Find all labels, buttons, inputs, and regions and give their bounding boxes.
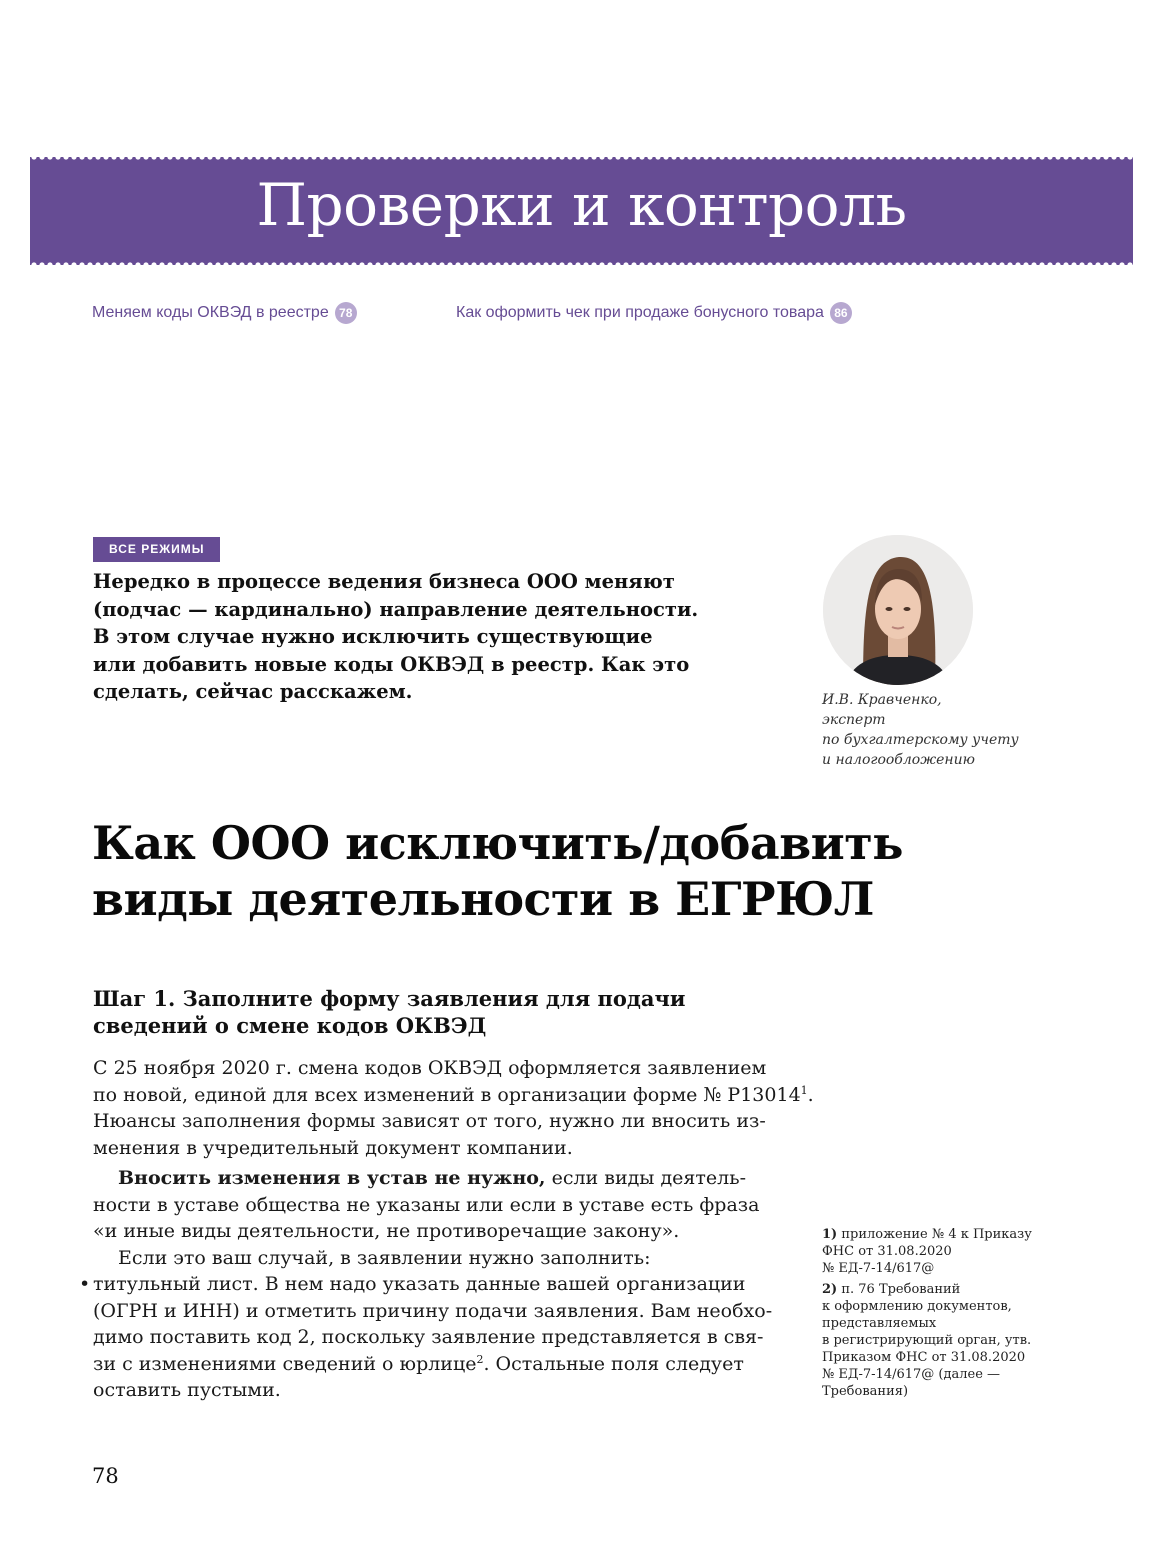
footnote-text: п. 76 Требований	[837, 1282, 961, 1297]
article-body	[79, 1055, 814, 1404]
crossref-okved[interactable]	[92, 302, 357, 324]
list-line: оставить пустыми.	[93, 1379, 281, 1401]
list-line: (ОГРН и ИНН) и отметить причину подачи заявления. Вам необхо-	[93, 1299, 773, 1322]
list-item	[79, 1271, 773, 1298]
footnote-text: в регистрирующий орган, утв.	[822, 1333, 1032, 1348]
lead-paragraph	[93, 568, 733, 706]
list-line	[93, 1351, 773, 1378]
body-text: по новой, единой для всех изменений в организации форме № Р13014	[93, 1083, 801, 1106]
author-photo	[823, 535, 973, 685]
bold-phrase: Вносить изменения в устав не нужно,	[118, 1167, 546, 1189]
list-text: титульный лист. В нем надо указать данные вашей организации	[93, 1273, 746, 1295]
lead-line: или добавить новые коды ОКВЭД в реестр. Как это	[93, 652, 690, 676]
footnote-number: 2)	[822, 1282, 838, 1297]
lead-line: В этом случае нужно исключить существующие	[93, 625, 653, 648]
footnotes	[822, 1226, 1062, 1400]
body-line: Если это ваш случай, в заявлении нужно заполнить:	[118, 1246, 651, 1269]
crossref-bonus-receipt[interactable]	[456, 302, 852, 324]
author-role: эксперт	[822, 712, 886, 728]
step-line: Шаг 1. Заполните форму заявления для подачи	[93, 986, 686, 1011]
bullet-icon: •	[79, 1273, 91, 1295]
footnote-text: ФНС от 31.08.2020	[822, 1244, 952, 1259]
author-role: и налогообложению	[822, 752, 975, 768]
section-banner	[30, 157, 1133, 265]
body-line: менения в учредительный документ компании.	[93, 1136, 573, 1159]
footnote-text: № ЕД-7-14/617@	[822, 1261, 935, 1276]
author-name: И.В. Кравченко,	[822, 692, 942, 708]
list-text: зи с изменениями сведений о юрлице	[93, 1352, 477, 1375]
step-line: сведений о смене кодов ОКВЭД	[93, 1013, 487, 1038]
crossref-label: Меняем коды ОКВЭД в реестре	[92, 304, 329, 321]
author-caption	[822, 690, 1052, 770]
footnote-ref[interactable]: 2	[476, 1352, 484, 1366]
list-line: димо поставить код 2, поскольку заявление представляется в свя-	[93, 1326, 764, 1348]
body-text: если виды деятель-	[545, 1167, 746, 1189]
author-portrait	[823, 535, 973, 685]
crossref-label: Как оформить чек при продаже бонусного товара	[456, 304, 824, 321]
list-text: . Остальные поля следует	[483, 1352, 744, 1375]
footnote-1	[822, 1226, 1062, 1243]
footnote-text: к оформлению документов,	[822, 1299, 1012, 1314]
article-title	[92, 815, 1092, 927]
lead-line: Нередко в процессе ведения бизнеса ООО меняют	[93, 570, 675, 593]
section-title: Проверки и контроль	[256, 171, 907, 239]
footnote-ref[interactable]: 1	[800, 1083, 808, 1097]
crossref-page-badge: 86	[830, 302, 852, 324]
footnote-text: представляемых	[822, 1316, 937, 1331]
footnote-number: 1)	[822, 1227, 838, 1242]
crossref-page-badge: 78	[335, 302, 357, 324]
page-number: 78	[92, 1464, 119, 1488]
author-role: по бухгалтерскому учету	[822, 732, 1019, 748]
footnote-text: Требования)	[822, 1384, 909, 1399]
footnote-text: № ЕД-7-14/617@ (далее —	[822, 1367, 1001, 1382]
body-line	[93, 1165, 773, 1192]
regime-tag: ВСЕ РЕЖИМЫ	[93, 537, 220, 562]
body-line: «и иные виды деятельности, не противоречащие закону».	[93, 1220, 680, 1242]
body-text: .	[807, 1083, 814, 1106]
title-line: Как ООО исключить/добавить	[92, 816, 904, 870]
lead-line: (подчас — кардинально) направление деятельности.	[93, 597, 699, 621]
footnote-text: приложение № 4 к Приказу	[837, 1227, 1032, 1242]
body-line: ности в уставе общества не указаны или если в уставе есть фраза	[93, 1193, 760, 1216]
footnote-2	[822, 1281, 1062, 1298]
lead-line: сделать, сейчас расскажем.	[93, 680, 413, 703]
body-line	[93, 1082, 814, 1109]
title-line: виды деятельности в ЕГРЮЛ	[92, 872, 874, 926]
step-heading	[93, 985, 773, 1039]
footnote-text: Приказом ФНС от 31.08.2020	[822, 1350, 1026, 1365]
body-line: Нюансы заполнения формы зависят от того, нужно ли вносить из-	[93, 1110, 766, 1132]
body-line: С 25 ноября 2020 г. смена кодов ОКВЭД оформляется заявлением	[93, 1057, 767, 1079]
